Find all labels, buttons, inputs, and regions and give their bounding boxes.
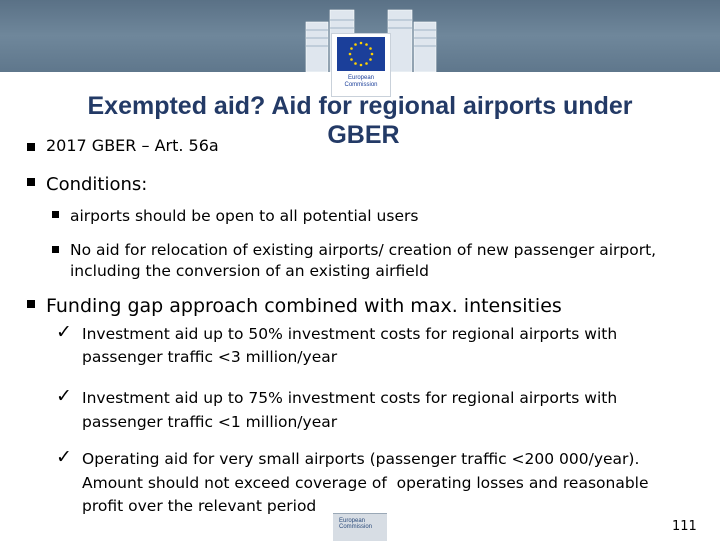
- check1-line1: Investment aid up to 50% investment costs for regional airports with: [82, 325, 618, 343]
- check2-line1: Investment aid up to 75% investment costs for regional airports with: [82, 389, 618, 407]
- square-bullet-icon: [52, 245, 59, 256]
- sub-no-relocation-line2: including the conversion of an existing airfield: [70, 262, 429, 280]
- square-bullet-icon: [52, 210, 59, 221]
- check3-line1: Operating aid for very small airports (passenger traffic <200 000/year).: [82, 450, 640, 468]
- page-number: 111: [672, 519, 697, 534]
- footer-logo: [333, 513, 387, 541]
- check2-line2: passenger traffic <1 million/year: [82, 413, 338, 431]
- check3-line3: profit over the relevant period: [82, 497, 317, 515]
- square-bullet-icon: [27, 178, 35, 189]
- sub-no-relocation-line1: No aid for relocation of existing airports/ creation of new passenger airport,: [70, 241, 657, 259]
- logo-text: European Commission: [344, 75, 378, 88]
- page-title: Exempted aid? Aid for regional airports under GBER: [87, 92, 633, 149]
- check3-line2: Amount should not exceed coverage of operating losses and reasonable: [82, 474, 649, 492]
- point-funding-gap: Funding gap approach combined with max. intensities: [46, 295, 562, 317]
- footer-logo-text: European Commission: [339, 518, 373, 530]
- square-bullet-icon: [27, 143, 35, 154]
- checkmark-icon: ✓: [56, 446, 72, 468]
- european-commission-logo: [331, 33, 391, 97]
- check1-line2: passenger traffic <3 million/year: [82, 348, 338, 366]
- square-bullet-icon: [27, 300, 35, 311]
- point-conditions: Conditions:: [46, 174, 148, 195]
- sub-open-to-users: airports should be open to all potential users: [70, 207, 419, 225]
- checkmark-icon: ✓: [56, 385, 72, 407]
- checkmark-icon: ✓: [56, 321, 72, 343]
- point-gber-article: 2017 GBER – Art. 56a: [46, 136, 219, 155]
- eu-flag-icon: [337, 37, 385, 71]
